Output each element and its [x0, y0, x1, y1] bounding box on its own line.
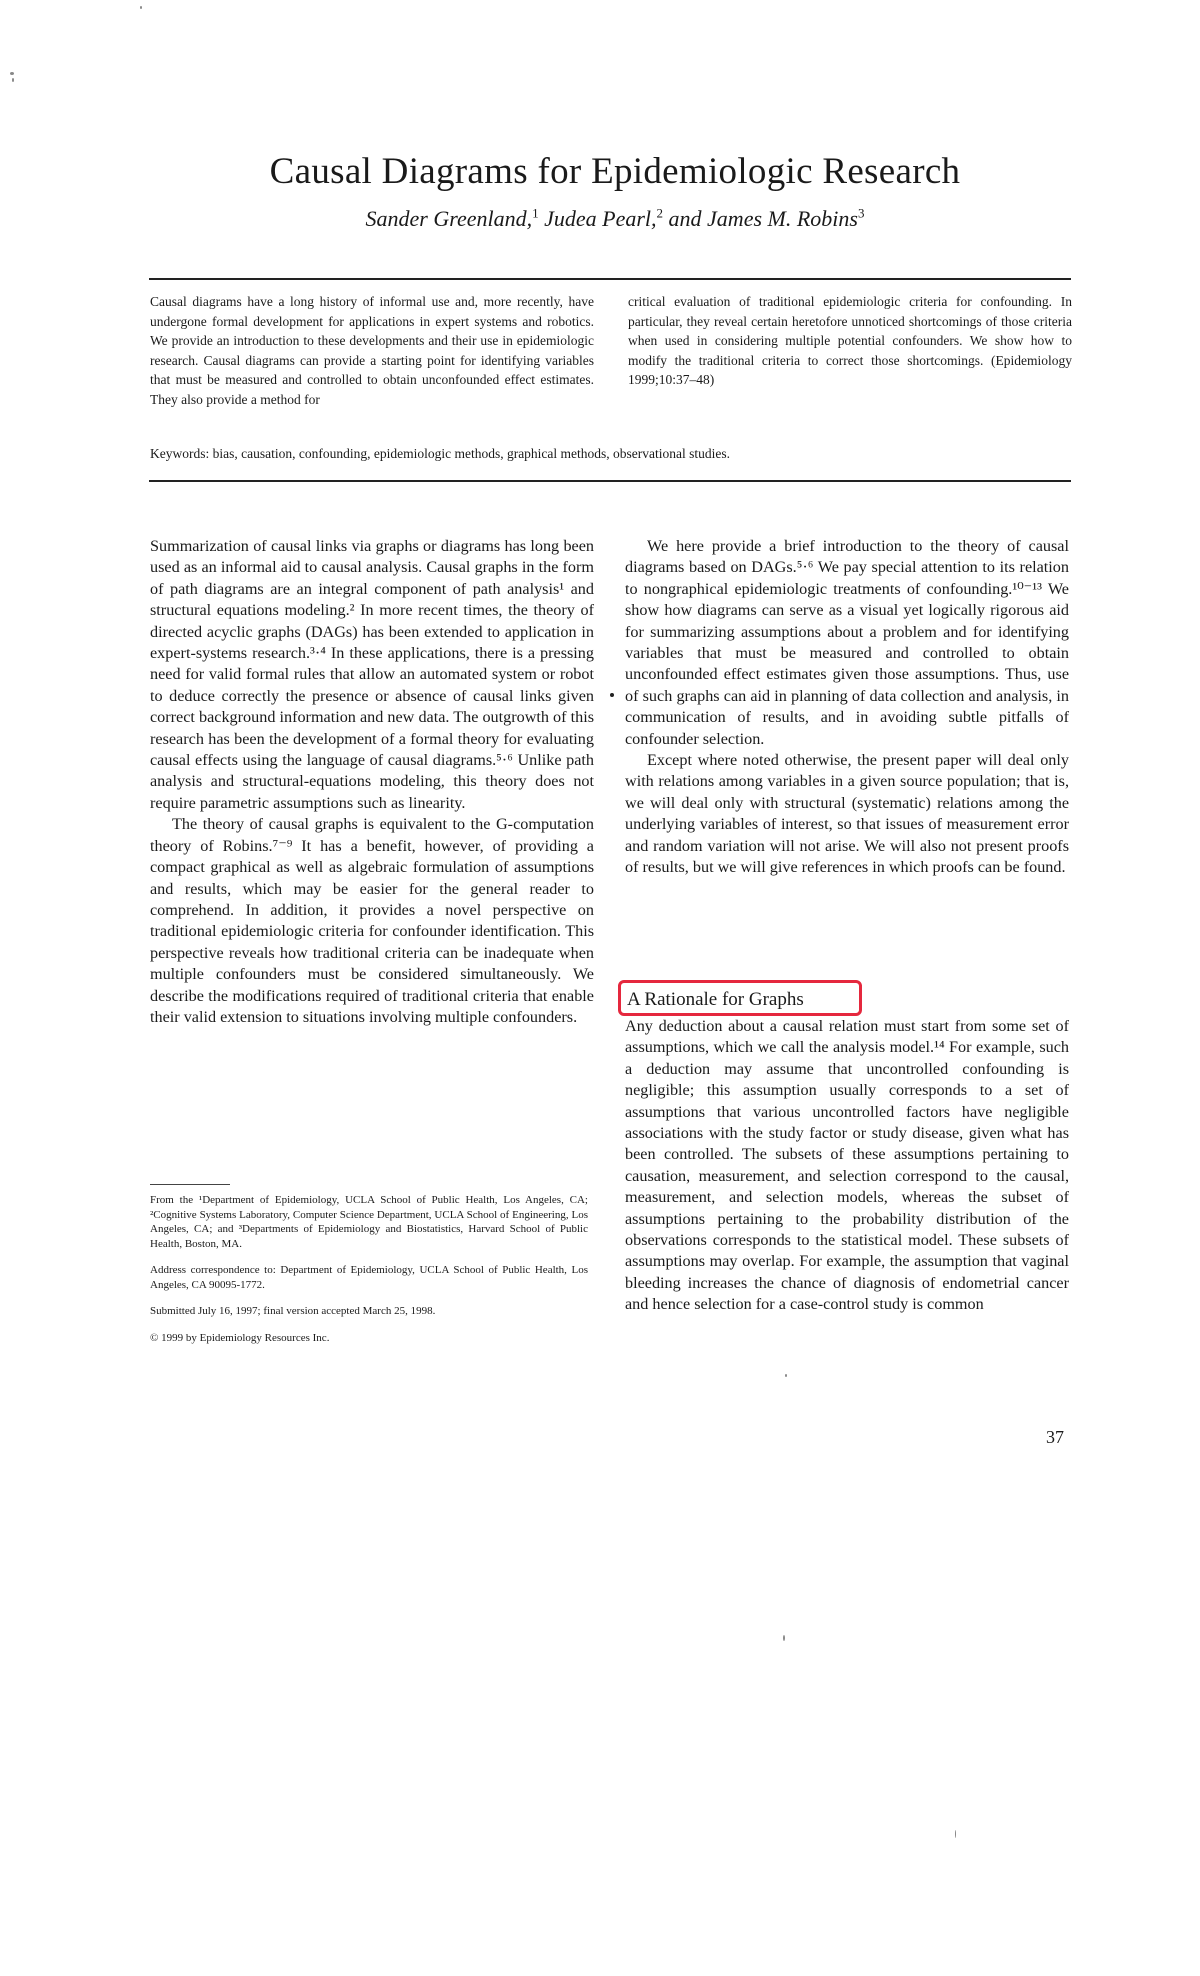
author-line: [150, 206, 1080, 232]
abstract-top-rule: [149, 278, 1071, 280]
page-number: 37: [1046, 1427, 1064, 1447]
abstract-right-column: critical evaluation of traditional epidemiologic criteria for confounding. In particular, they reveal certain heretofore unnoticed shortcomings of those criteria when used in considering multiple potential confounders. We show how to modify the traditional criteria to correct those shortcomings. (Epidemiology 1999;10:37–48): [628, 294, 1072, 388]
body-paragraph: Any deduction about a causal relation must start from some set of assumptions, which we call the analysis model.¹⁴ For example, such a deduction may assume that uncontrolled confounding is negligible; this assumption usually corresponds to a set of assumptions that various uncontrolled factors have negligible associations with the study factor or study disease, given what has been controlled. The subsets of these assumptions pertaining to causation, measurement, and selection correspond to the causal, measurement, and selection models, whereas the subset of assumptions pertaining to the probability distribution of the observations corresponds to the statistical model. These subsets of assumptions may overlap. For example, the assumption that vaginal bleeding increases the chance of diagnosis of endometrial cancer and hence selection for a case-control study is common: [625, 1017, 1069, 1314]
abstract-bottom-rule: [149, 480, 1071, 482]
scan-speck: [955, 1830, 956, 1838]
scan-speck: [140, 6, 142, 9]
author-robins: and James M. Robins$^3$: [663, 206, 865, 232]
body-paragraph: Summarization of causal links via graphs or diagrams has long been used as an informal aid to causal analysis. Causal graphs in the form of path diagrams are an integral component of path analysis¹ and structural equations modeling.² In more recent times, the theory of directed acyclic graphs (DAGs) has been extended to application in expert-systems research.³·⁴ In these applications, there is a pressing need for valid formal rules that allow an automated system or robot to deduce correctly the presence or absence of causal links given correct background information and new data. The outgrowth of this research has been the development of a formal theory for evaluating causal effects using the language of causal diagrams.⁵·⁶ Unlike path analysis and structural-equations modeling, this theory does not require parametric assumptions such as linearity.: [150, 537, 594, 812]
abstract-left-column: Causal diagrams have a long history of informal use and, more recently, have undergone formal development for applications in expert systems and robotics. We provide an introduction to these developments and their use in epidemiologic research. Causal diagrams can provide a starting point for identifying variables that must be measured and controlled to obtain unconfounded effect estimates. They also provide a method for: [150, 294, 594, 407]
body-right-column: [625, 536, 1069, 879]
article-title: Causal Diagrams for Epidemiologic Research: [269, 151, 961, 192]
scan-speck: [783, 1635, 785, 1641]
section-heading-rationale[interactable]: A Rationale for Graphs: [618, 980, 862, 1016]
body-paragraph: We here provide a brief introduction to the theory of causal diagrams based on DAGs.⁵·⁶ We pay special attention to its relation to nongraphical epidemiologic treatments of confounding.¹⁰⁻¹³ We show how diagrams can serve as a visual yet logically rigorous aid for summarizing assumptions about a problem and for identifying variables that must be measured and controlled to obtain unconfounded effect estimates given those assumptions. Thus, use of such graphs can aid in planning of data collection and analysis, in communication of results, and in avoiding subtle pitfalls of confounder selection.: [625, 537, 1069, 748]
footnotes: [150, 1184, 588, 1357]
footnote-rule: [150, 1184, 230, 1185]
author-greenland: Sander Greenland,$^1$: [365, 206, 539, 232]
section-body: [625, 1016, 1069, 1316]
footnote-affiliations: From the ¹Department of Epidemiology, UCLA School of Public Health, Los Angeles, CA; ²Cognitive Systems Laboratory, Computer Science Department, UCLA School of Engineering, Los Angeles, CA; and ³Departments of Epidemiology and Biostatistics, Harvard School of Public Health, Boston, MA.: [150, 1194, 588, 1250]
scan-speck: [610, 693, 614, 697]
keywords-line: Keywords: bias, causation, confounding, epidemiologic methods, graphical methods, observational studies.: [150, 446, 731, 461]
footnote-copyright: © 1999 by Epidemiology Resources Inc.: [150, 1331, 330, 1344]
body-left-column: [150, 536, 594, 1028]
body-paragraph: The theory of causal graphs is equivalent to the G-computation theory of Robins.⁷⁻⁹ It has a benefit, however, of providing a compact graphical as well as algebraic formulation of assumptions and results, which may be easier for the general reader to comprehend. In addition, it provides a novel perspective on traditional epidemiologic criteria for confounder identification. This perspective reveals how traditional criteria can be inadequate when multiple confounders must be considered simultaneously. We describe the modifications required of traditional criteria that enable their valid extension to situations involving multiple confounders.: [150, 815, 594, 1026]
body-paragraph: Except where noted otherwise, the present paper will deal only with relations among variables in a given source population; that is, we will deal only with structural (systematic) relations among the underlying variables of interest, so that issues of measurement error and random variation will not arise. We will also not present proofs of results, but we will give references in which proofs can be found.: [625, 751, 1069, 877]
footnote-submitted: Submitted July 16, 1997; final version accepted March 25, 1998.: [150, 1305, 436, 1317]
author-pearl: Judea Pearl,$^2$: [538, 206, 664, 232]
scan-speck: [10, 72, 14, 75]
scan-speck: [12, 78, 14, 82]
scan-speck: [785, 1374, 787, 1377]
footnote-correspondence: Address correspondence to: Department of Epidemiology, UCLA School of Public Health, Los Angeles, CA 90095-1772.: [150, 1264, 588, 1291]
